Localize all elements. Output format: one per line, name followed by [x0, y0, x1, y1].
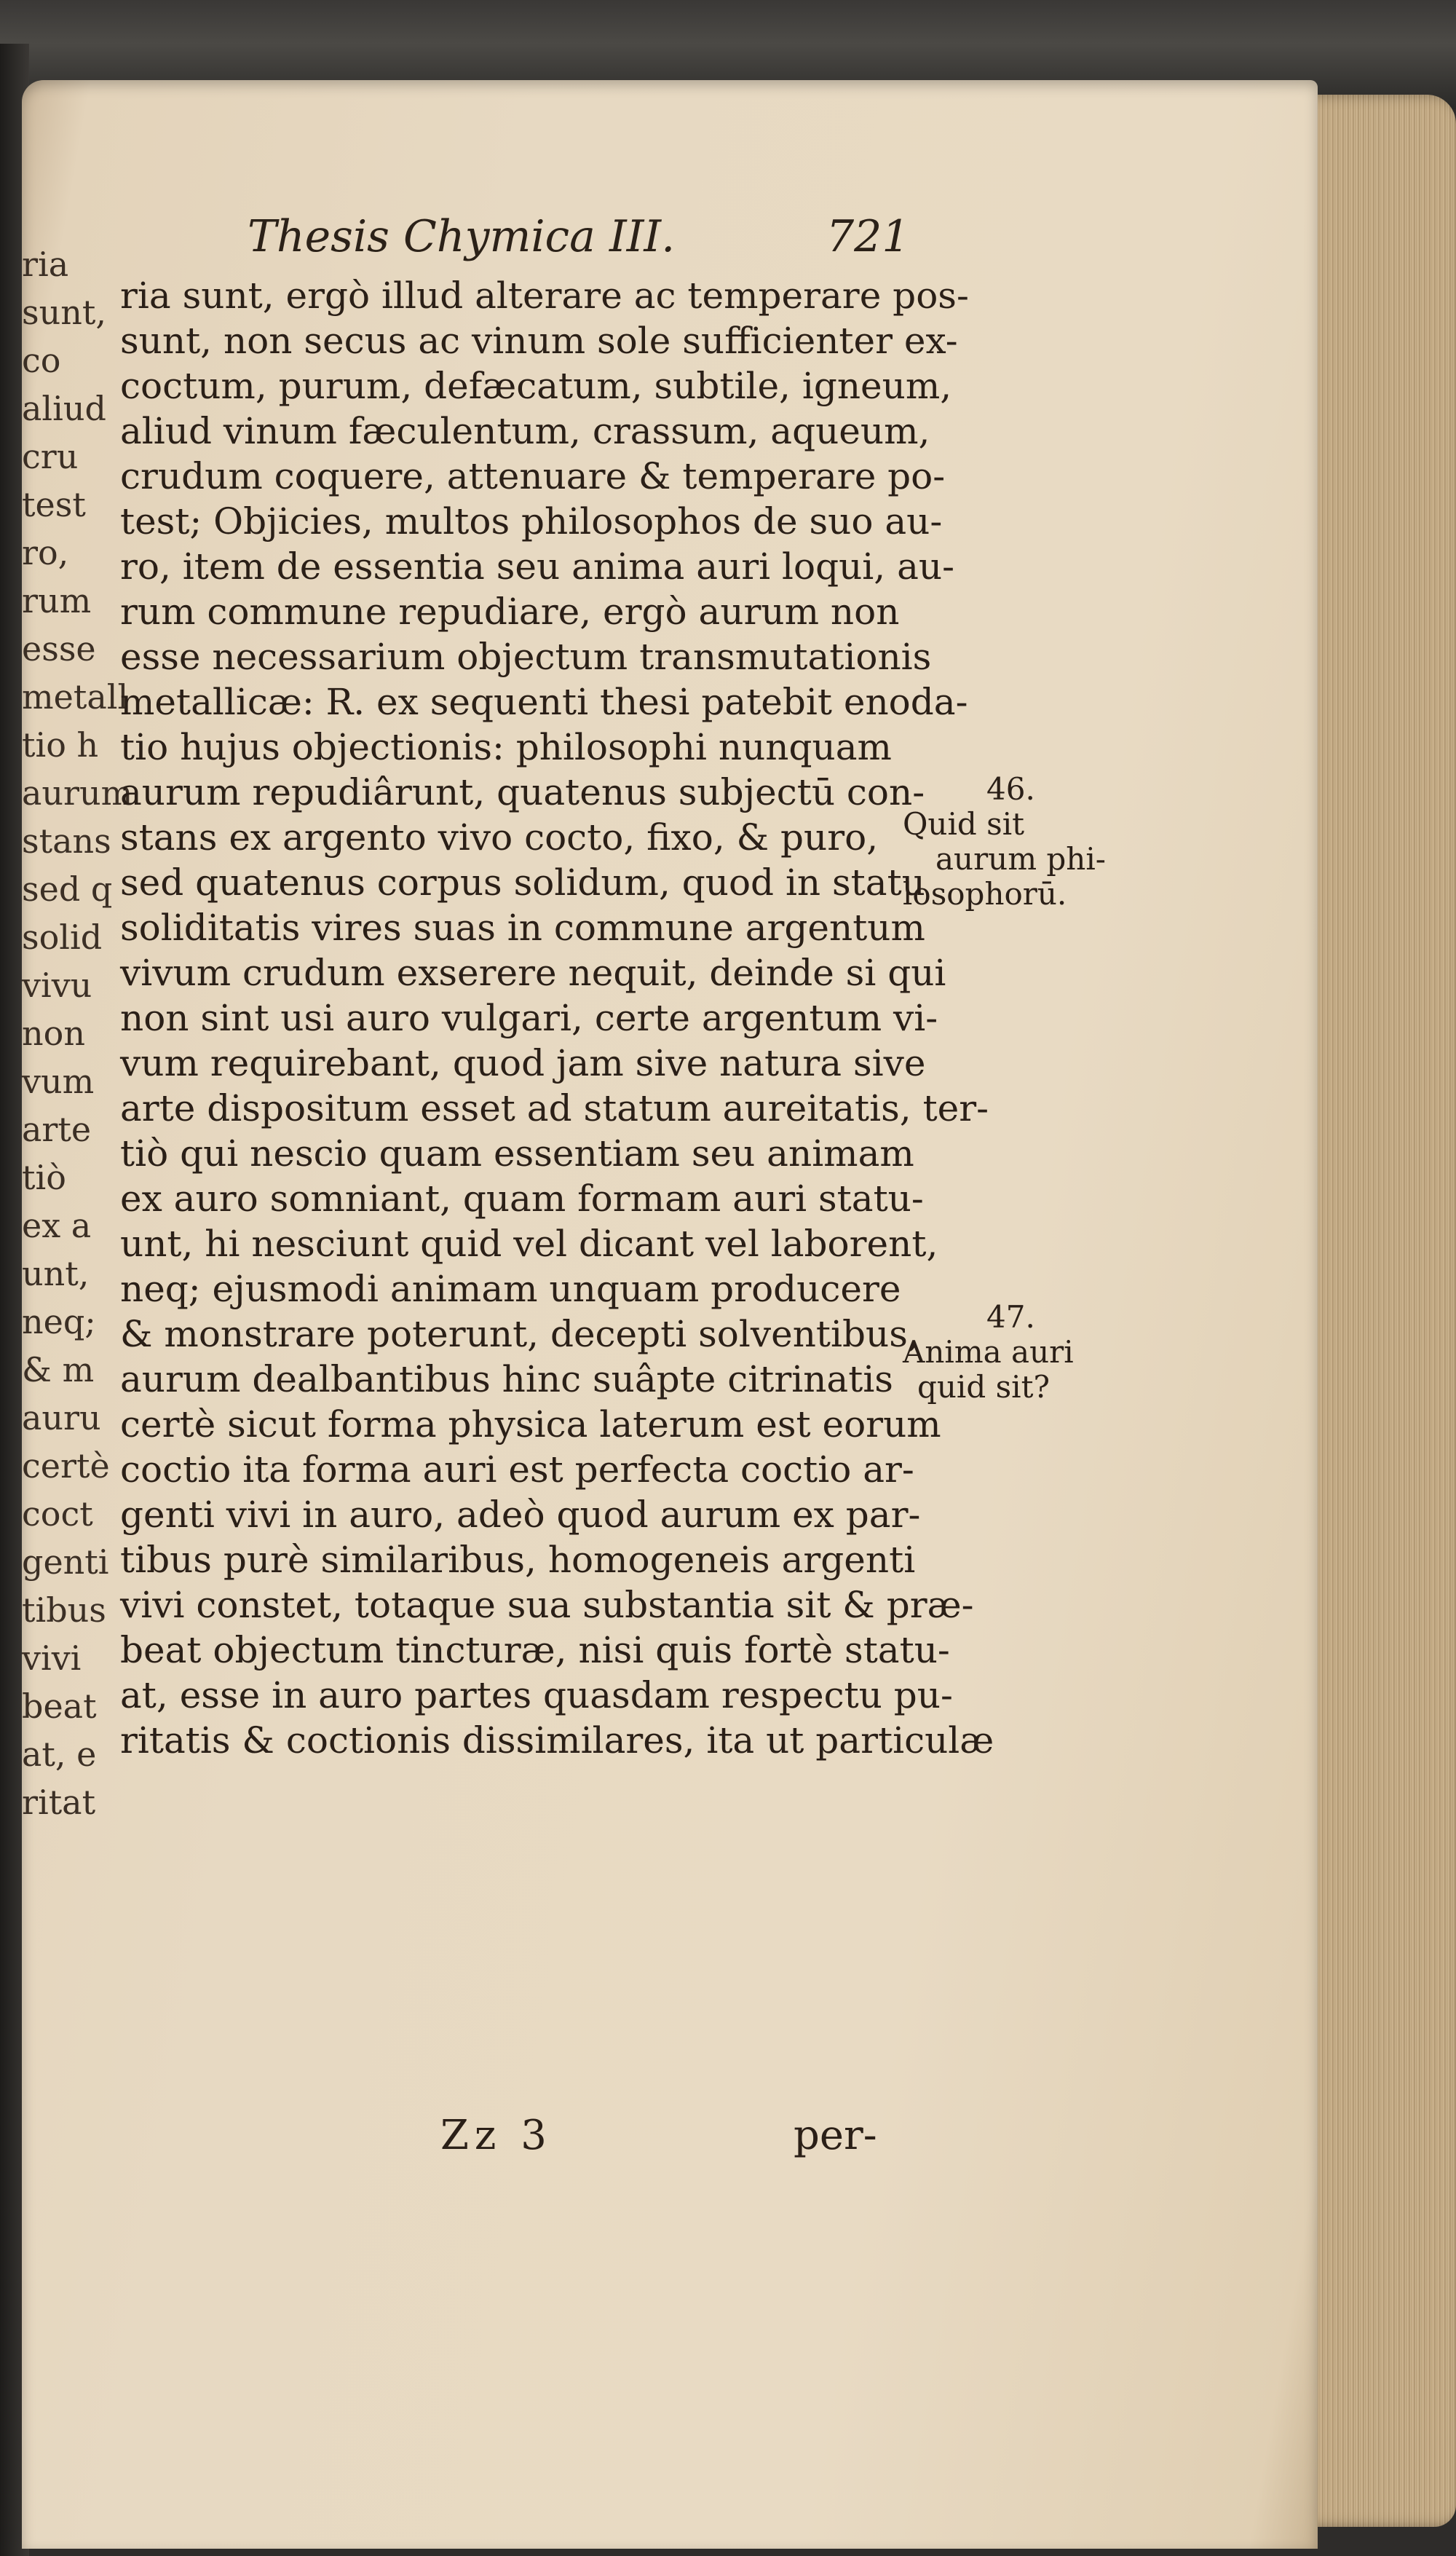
margin-note-line: quid sit? [917, 1369, 1050, 1405]
text-line: ria sunt, ergò illud alterare ac temperare pos- [120, 275, 969, 317]
text-line: aurum repudiârunt, quatenus subjectū con- [120, 771, 925, 813]
gutter-fragment: rum [22, 581, 92, 620]
gutter-fragment: sed q [22, 869, 113, 909]
margin-note-number: 47. [986, 1299, 1035, 1335]
catchword: per- [794, 2112, 877, 2159]
gutter-fragment: coct [22, 1494, 93, 1534]
text-line: aliud vinum fæculentum, crassum, aqueum, [120, 410, 930, 452]
gutter-fragment: ritat [22, 1783, 96, 1822]
gutter-fragment: auru [22, 1398, 101, 1437]
margin-note-line: aurum phi- [935, 841, 1106, 877]
text-line: tibus purè similaribus, homogeneis argenti [120, 1539, 916, 1581]
gutter-fragment: beat [22, 1687, 97, 1726]
gutter-fragment: aurum [22, 773, 133, 813]
text-line: arte dispositum esset ad statum aureitatis, ter- [120, 1087, 989, 1129]
gutter-fragment: genti [22, 1542, 109, 1582]
gutter-fragment: aliud [22, 389, 106, 428]
text-line: sunt, non secus ac vinum sole sufficienter ex- [120, 320, 958, 362]
text-line: certè sicut forma physica laterum est eorum [120, 1403, 941, 1445]
gutter-fragment: tiò [22, 1158, 66, 1197]
gutter-fragment: & m [22, 1350, 95, 1389]
margin-note-line: losophorū. [903, 876, 1067, 912]
margin-note-line: Quid sit [903, 806, 1025, 842]
gutter-fragment: esse [22, 629, 96, 668]
margin-note-line: Anima auri [903, 1334, 1074, 1370]
text-line: non sint usi auro vulgari, certe argentum vi- [120, 997, 938, 1039]
text-line: stans ex argento vivo cocto, fixo, & puro, [120, 816, 879, 859]
text-line: coctio ita forma auri est perfecta coctio ar- [120, 1448, 914, 1491]
margin-note-number: 46. [986, 771, 1035, 807]
text-line: ro, item de essentia seu anima auri loqui, au- [120, 545, 954, 588]
text-line: coctum, purum, defæcatum, subtile, igneum, [120, 365, 952, 407]
gutter-fragment: sunt, [22, 293, 106, 332]
text-line: genti vivi in auro, adeò quod aurum ex par- [120, 1494, 921, 1536]
gutter-fragment: tibus [22, 1590, 106, 1630]
text-line: test; Objicies, multos philosophos de suo au- [120, 500, 943, 543]
text-line: vum requirebant, quod jam sive natura sive [120, 1042, 926, 1084]
text-line: ritatis & coctionis dissimilares, ita ut particulæ [120, 1719, 994, 1762]
text-line: sed quatenus corpus solidum, quod in statu [120, 861, 925, 904]
gutter-fragment: vum [22, 1062, 95, 1101]
margin-note-47 [903, 1300, 1074, 1405]
text-line: tio hujus objectionis: philosophi nunquam [120, 726, 892, 768]
text-line: beat objectum tincturæ, nisi quis fortè statu- [120, 1629, 950, 1671]
text-line: soliditatis vires suas in commune argentum [120, 907, 925, 949]
gutter-fragment: solid [22, 918, 103, 957]
gutter-bleed-text [22, 240, 133, 2134]
gutter-fragment: non [22, 1014, 85, 1053]
gutter-fragment: certè [22, 1446, 110, 1486]
gutter-fragment: ria [22, 245, 69, 284]
text-line: ex auro somniant, quam formam auri statu- [120, 1178, 924, 1220]
text-line: at, esse in auro partes quasdam respectu pu- [120, 1674, 953, 1716]
running-head: Thesis Chymica III. [248, 211, 676, 262]
gutter-fragment: at, e [22, 1735, 97, 1774]
text-line: & monstrare poterunt, decepti solventibus, [120, 1313, 919, 1355]
text-line: esse necessarium objectum transmutationis [120, 636, 932, 678]
text-line: unt, hi nesciunt quid vel dicant vel laborent, [120, 1223, 938, 1265]
text-line: neq; ejusmodi animam unquam producere [120, 1268, 901, 1310]
gutter-fragment: ex a [22, 1206, 92, 1245]
page-number: 721 [826, 211, 910, 262]
text-line: vivum crudum exserere nequit, deinde si qui [120, 952, 946, 994]
gutter-fragment: cru [22, 437, 79, 476]
gutter-fragment: unt, [22, 1254, 90, 1293]
gutter-fragment: test [22, 485, 86, 524]
text-line: tiò qui nescio quam essentiam seu animam [120, 1132, 914, 1175]
signature-mark: Zz 3 [440, 2112, 553, 2159]
gutter-fragment: stans [22, 821, 111, 861]
gutter-fragment: vivu [22, 966, 92, 1005]
gutter-fragment: metall [22, 677, 129, 717]
gutter-fragment: ro, [22, 533, 69, 572]
text-line: crudum coquere, attenuare & temperare po- [120, 455, 946, 497]
margin-note-46 [903, 772, 1106, 912]
text-line: metallicæ: R. ex sequenti thesi patebit enoda- [120, 681, 968, 723]
gutter-fragment: arte [22, 1110, 92, 1149]
text-line: aurum dealbantibus hinc suâpte citrinatis [120, 1358, 893, 1400]
gutter-fragment: tio h [22, 725, 99, 765]
gutter-fragment: co [22, 341, 61, 380]
gutter-fragment: vivi [22, 1638, 82, 1678]
text-line: rum commune repudiare, ergò aurum non [120, 591, 900, 633]
text-line: vivi constet, totaque sua substantia sit & præ- [120, 1584, 974, 1626]
gutter-fragment: neq; [22, 1302, 96, 1341]
